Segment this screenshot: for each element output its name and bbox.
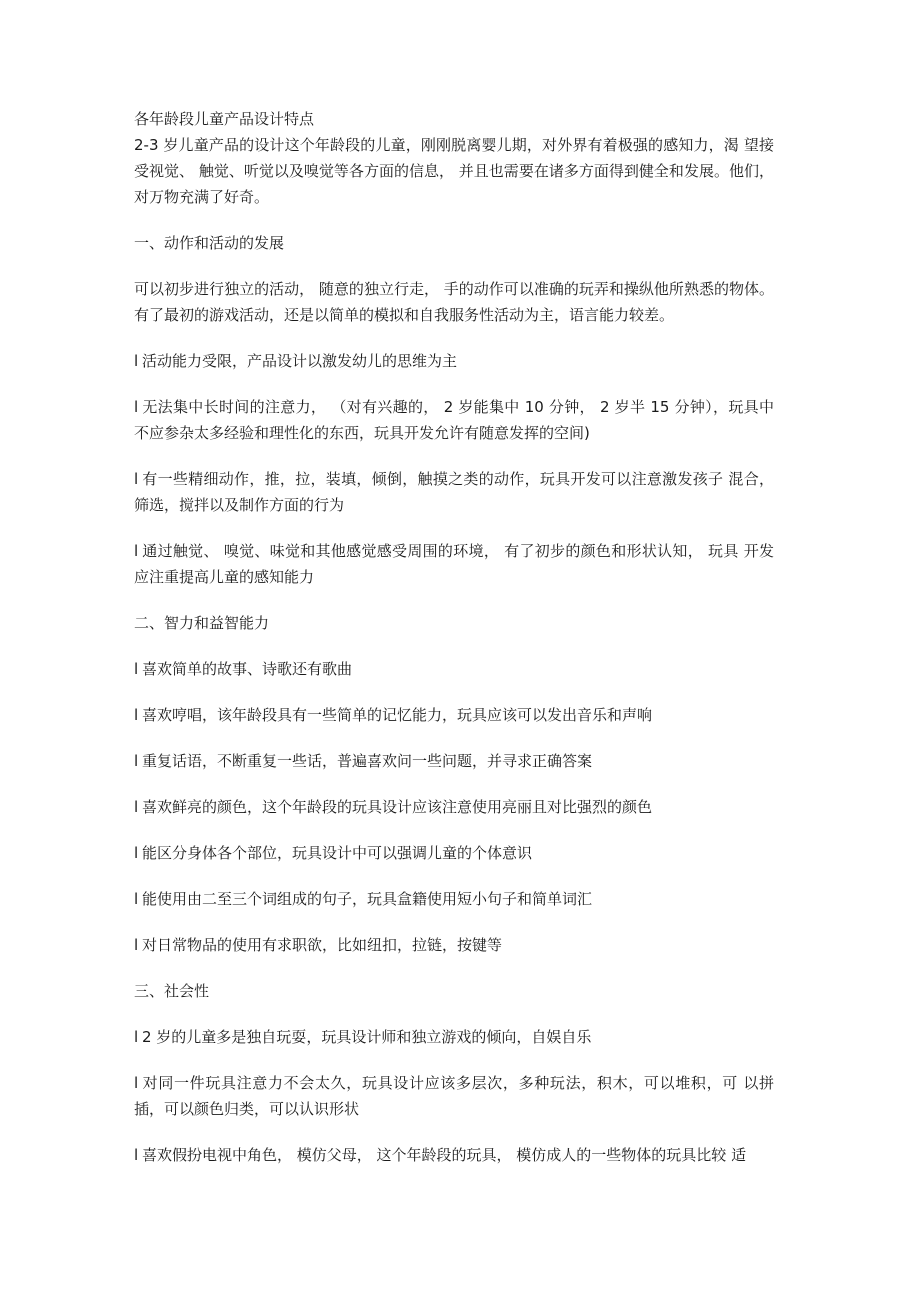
bullet-marker: l <box>134 660 139 678</box>
section-heading-social: 三、社会性 <box>134 982 210 1000</box>
document-title: 各年龄段儿童产品设计特点 <box>134 110 315 128</box>
list-item <box>134 886 774 912</box>
list-item-text: 通过触觉、 嗅觉、味觉和其他感觉感受周围的环境， 有了初步的颜色和形状认知， 玩具 开发应注重提高儿童的感知能力 <box>134 542 774 586</box>
list-item <box>134 538 774 590</box>
list-item <box>134 702 774 728</box>
list-item-text: 对同一件玩具注意力不会太久，玩具设计应该多层次，多种玩法，积木，可以堆积，可 以拼插，可以颜色归类，可以认识形状 <box>134 1074 774 1118</box>
list-item-text: 对日常物品的使用有求职欲，比如纽扣，拉链，按键等 <box>142 936 503 954</box>
section-heading-actions: 一、动作和活动的发展 <box>134 234 285 252</box>
bullet-marker: l <box>134 752 139 770</box>
bullet-marker: l <box>134 798 139 816</box>
section-heading-intelligence: 二、智力和益智能力 <box>134 614 270 632</box>
list-item <box>134 932 774 958</box>
section-paragraph-actions: 可以初步进行独立的活动， 随意的独立行走， 手的动作可以准确的玩弄和操纵他所熟悉的物体。有了最初的游戏活动，还是以简单的模拟和自我服务性活动为主，语言能力较差。 <box>134 280 774 324</box>
list-item <box>134 656 774 682</box>
bullet-marker: l <box>134 1028 139 1046</box>
list-item <box>134 1070 774 1122</box>
list-item-text: 喜欢简单的故事、诗歌还有歌曲 <box>142 660 353 678</box>
intro-paragraph: 2-3 岁儿童产品的设计这个年龄段的儿童，刚刚脱离婴儿期，对外界有着极强的感知力，渴 望接受视觉、 触觉、听觉以及嗅觉等各方面的信息， 并且也需要在诸多方面得到健全和发展。他们，对万物充满了好奇。 <box>134 136 774 206</box>
list-item <box>134 394 774 446</box>
list-item <box>134 1024 774 1050</box>
bullet-marker: l <box>134 706 139 724</box>
bullet-marker: l <box>134 1074 139 1092</box>
list-item <box>134 748 774 774</box>
bullet-marker: l <box>134 1146 139 1164</box>
document-page <box>134 106 774 1188</box>
list-item-text: 无法集中长时间的注意力， （对有兴趣的， 2 岁能集中 10 分钟， 2 岁半 15 分钟），玩具中不应参杂太多经验和理性化的东西，玩具开发允许有随意发挥的空间) <box>134 398 774 442</box>
bullet-marker: l <box>134 398 139 416</box>
list-item <box>134 1142 774 1168</box>
bullet-marker: l <box>134 470 139 488</box>
bullet-marker: l <box>134 542 139 560</box>
list-item <box>134 840 774 866</box>
bullet-marker: l <box>134 844 139 862</box>
list-item-text: 重复话语，不断重复一些话，普遍喜欢问一些问题，并寻求正确答案 <box>142 752 593 770</box>
list-item <box>134 348 774 374</box>
list-item-text: 喜欢假扮电视中角色， 模仿父母， 这个年龄段的玩具， 模仿成人的一些物体的玩具比较 适 <box>142 1146 747 1164</box>
list-item-text: 2 岁的儿童多是独自玩耍，玩具设计师和独立游戏的倾向，自娱自乐 <box>142 1028 592 1046</box>
list-item <box>134 794 774 820</box>
list-item-text: 活动能力受限，产品设计以激发幼儿的思维为主 <box>142 352 458 370</box>
list-item-text: 喜欢鲜亮的颜色，这个年龄段的玩具设计应该注意使用亮丽且对比强烈的颜色 <box>142 798 653 816</box>
list-item-text: 能区分身体各个部位，玩具设计中可以强调儿童的个体意识 <box>142 844 533 862</box>
list-item-text: 喜欢哼唱，该年龄段具有一些简单的记忆能力，玩具应该可以发出音乐和声响 <box>142 706 653 724</box>
bullet-marker: l <box>134 936 139 954</box>
list-item <box>134 466 774 518</box>
list-item-text: 能使用由二至三个词组成的句子，玩具盒籍使用短小句子和简单词汇 <box>142 890 593 908</box>
bullet-marker: l <box>134 890 139 908</box>
bullet-marker: l <box>134 352 139 370</box>
list-item-text: 有一些精细动作，推，拉，装填，倾倒，触摸之类的动作，玩具开发可以注意激发孩子 混合，筛选，搅拌以及制作方面的行为 <box>134 470 774 514</box>
